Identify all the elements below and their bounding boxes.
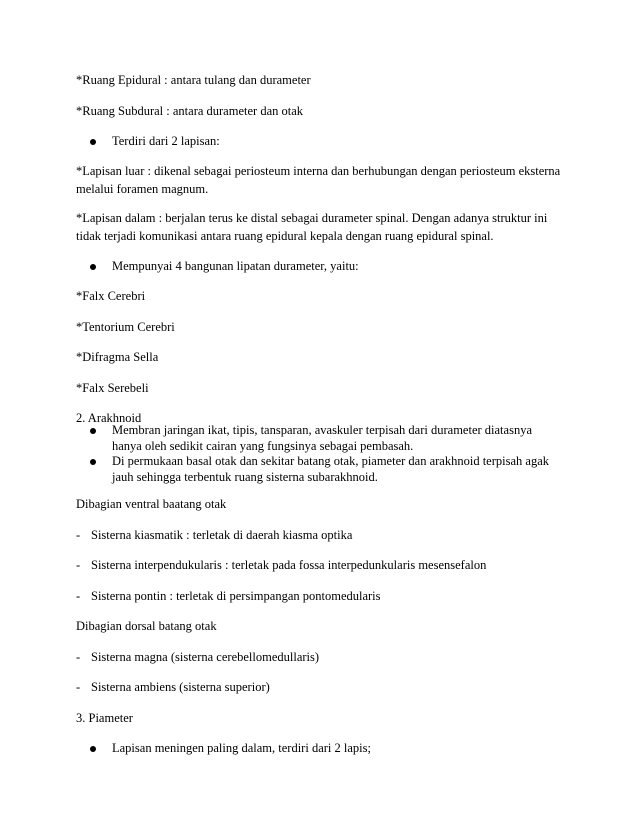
outer-layer-line-1: *Lapisan luar : dikenal sebagai periosteum interna dan berhubungan dengan periosteum eksterna xyxy=(76,164,561,178)
falx-serebeli: *Falx Serebeli xyxy=(76,381,149,395)
bullet-icon xyxy=(90,428,96,434)
bullet-piameter: Lapisan meningen paling dalam, terdiri dari 2 lapis; xyxy=(112,741,371,755)
bullet-icon xyxy=(90,139,96,145)
sisterna-ambiens: Sisterna ambiens (sisterna superior) xyxy=(91,680,270,694)
dash-marker: - xyxy=(76,680,81,694)
bullet-basal-line-1: Di permukaan basal otak dan sekitar batang otak, piameter dan arakhnoid terpisah agak xyxy=(112,454,549,468)
sisterna-pontin: Sisterna pontin : terletak di persimpangan pontomedularis xyxy=(91,589,381,603)
sisterna-interpendukularis: Sisterna interpendukularis : terletak pada fossa interpedunkularis mesensefalon xyxy=(91,558,487,572)
bullet-membrane-line-2: hanya oleh sedikit cairan yang fungsinya sebagai pembasah. xyxy=(112,439,414,453)
sisterna-magna: Sisterna magna (sisterna cerebellomedullaris) xyxy=(91,650,320,664)
tentorium-cerebri: *Tentorium Cerebri xyxy=(76,320,175,334)
dash-marker: - xyxy=(76,650,81,664)
dash-marker: - xyxy=(76,558,81,572)
dorsal-heading: Dibagian dorsal batang otak xyxy=(76,619,217,633)
bullet-icon xyxy=(90,746,96,752)
bullet-icon xyxy=(90,264,96,270)
bullet-layers: Terdiri dari 2 lapisan: xyxy=(112,134,220,148)
epidural-line: *Ruang Epidural : antara tulang dan durameter xyxy=(76,73,311,87)
inner-layer-line-2: tidak terjadi komunikasi antara ruang epidural kepala dengan ruang epidural spinal. xyxy=(76,229,494,243)
sisterna-kiasmatik: Sisterna kiasmatik : terletak di daerah kiasma optika xyxy=(91,528,353,542)
bullet-icon xyxy=(90,459,96,465)
difragma-sella: *Difragma Sella xyxy=(76,350,159,364)
bullet-folds: Mempunyai 4 bangunan lipatan durameter, yaitu: xyxy=(112,259,359,273)
heading-arakhnoid: 2. Arakhnoid xyxy=(76,411,142,425)
dash-marker: - xyxy=(76,589,81,603)
heading-piameter: 3. Piameter xyxy=(76,711,133,725)
dash-marker: - xyxy=(76,528,81,542)
falx-cerebri: *Falx Cerebri xyxy=(76,289,146,303)
ventral-heading: Dibagian ventral baatang otak xyxy=(76,497,227,511)
subdural-line: *Ruang Subdural : antara durameter dan otak xyxy=(76,104,304,118)
outer-layer-line-2: melalui foramen magnum. xyxy=(76,182,209,196)
inner-layer-line-1: *Lapisan dalam : berjalan terus ke distal sebagai durameter spinal. Dengan adanya struktur ini xyxy=(76,211,548,225)
bullet-basal-line-2: jauh sehingga terbentuk ruang sisterna subarakhnoid. xyxy=(112,470,378,484)
bullet-membrane-line-1: Membran jaringan ikat, tipis, tansparan, avaskuler terpisah dari durameter diatasnya xyxy=(112,423,532,437)
